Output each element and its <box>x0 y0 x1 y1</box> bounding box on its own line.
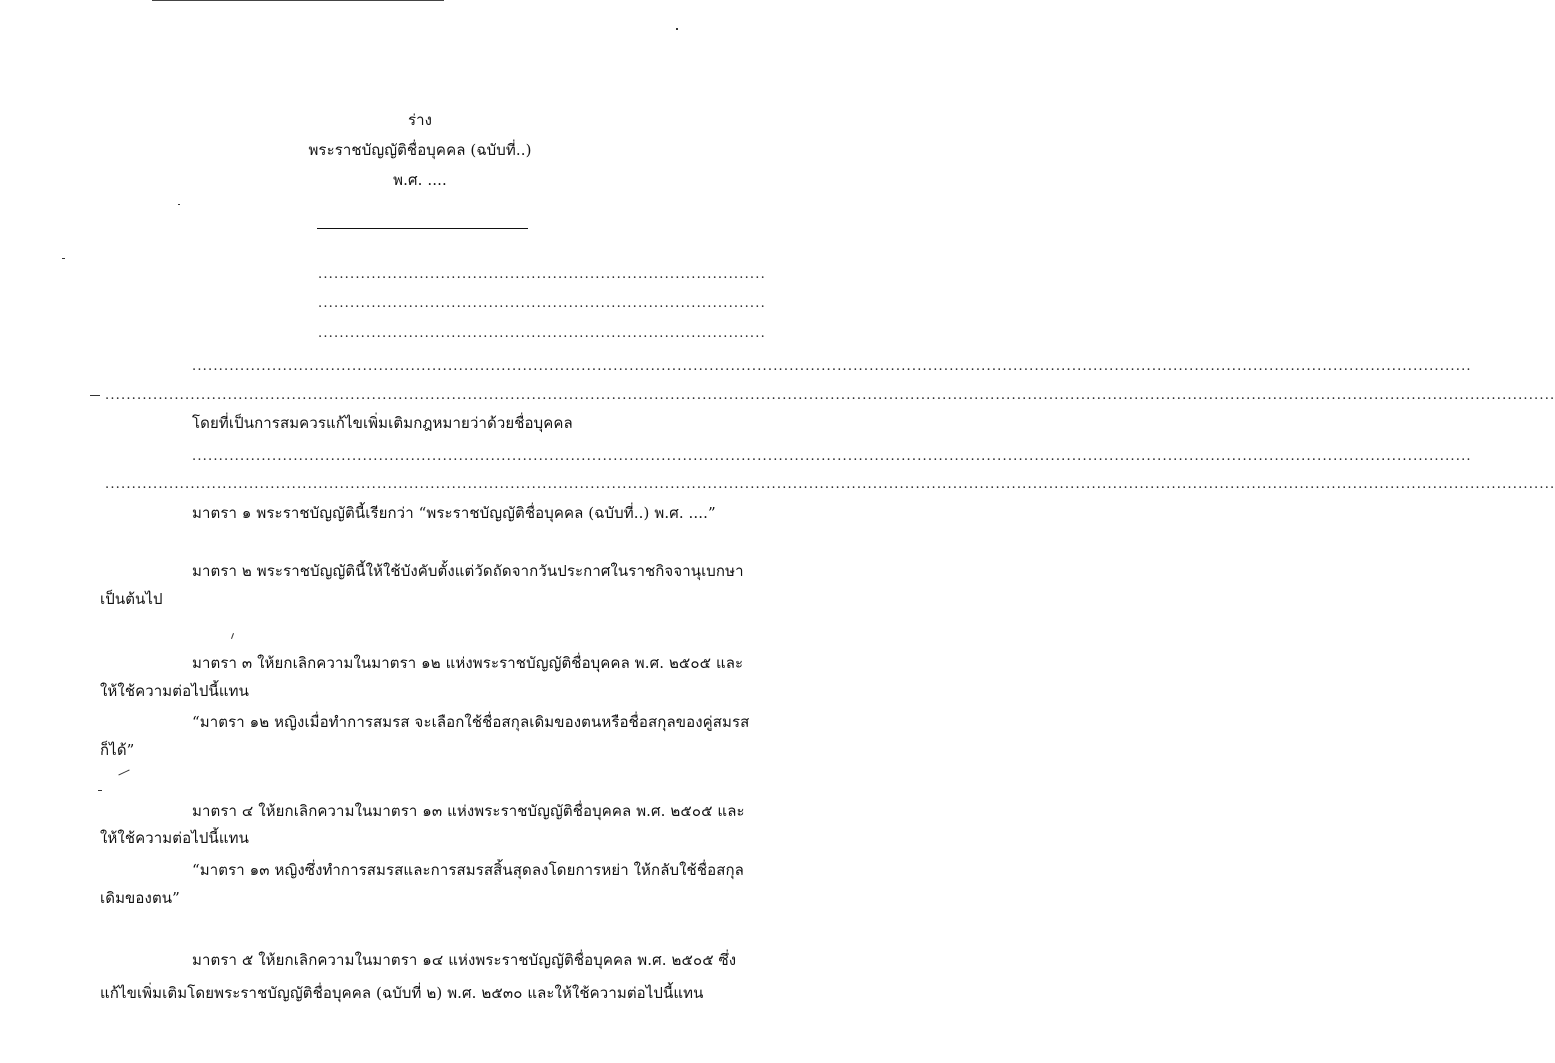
section-1: มาตรา ๑ พระราชบัญญัตินี้เรียกว่า “พระราชบัญญัติชื่อบุคคล (ฉบับที่..) พ.ศ. ....” <box>192 504 716 522</box>
scan-speck <box>98 790 102 791</box>
title-rule <box>317 228 528 229</box>
act-title: พระราชบัญญัติชื่อบุคคล (ฉบับที่..) <box>308 141 532 159</box>
scan-speck <box>118 770 129 776</box>
section-4-quote-line-1: “มาตรา ๑๓ หญิงซึ่งทำการสมรสและการสมรสสิ้นสุดลงโดยการหย่า ให้กลับใช้ชื่อสกุล <box>192 861 744 879</box>
section-4-line-2: ให้ใช้ความต่อไปนี้แทน <box>100 829 249 847</box>
section-3-quote-line-2: ก็ได้” <box>100 741 135 759</box>
blank-line: ................................................................................................................................................................................................................................................................................ <box>105 388 1555 403</box>
blank-line: .................................................................................... <box>318 326 766 341</box>
section-2-line-1: มาตรา ๒ พระราชบัญญัตินี้ให้ใช้บังคับตั้งแต่วัดถัดจากวันประกาศในราชกิจจานุเบกษา <box>192 562 744 580</box>
section-3-quote-line-1: “มาตรา ๑๒ หญิงเมื่อทำการสมรส จะเลือกใช้ชื่อสกุลเดิมของตนหรือชื่อสกุลของคู่สมรส <box>192 713 750 731</box>
section-5-line-1: มาตรา ๕ ให้ยกเลิกความในมาตรา ๑๔ แห่งพระราชบัญญัติชื่อบุคคล พ.ศ. ๒๕๐๕ ซึ่ง <box>192 951 737 969</box>
year-line: พ.ศ. .... <box>393 171 447 189</box>
scan-speck <box>62 258 65 259</box>
section-2-line-2: เป็นต้นไป <box>100 590 163 608</box>
section-4-line-1: มาตรา ๔ ให้ยกเลิกความในมาตรา ๑๓ แห่งพระราชบัญญัติชื่อบุคคล พ.ศ. ๒๕๐๕ และ <box>192 802 745 820</box>
blank-line: .................................................................................... <box>318 296 766 311</box>
top-edge-line <box>152 0 444 1</box>
scan-speck <box>90 395 100 396</box>
section-4-quote-line-2: เดิมของตน” <box>100 889 180 907</box>
scan-speck <box>178 204 180 205</box>
blank-line: .................................................................................... <box>318 267 766 282</box>
section-3-line-2: ให้ใช้ความต่อไปนี้แทน <box>100 682 249 700</box>
blank-line: ................................................................................................................................................................................................................................................ <box>192 449 1472 464</box>
section-5-line-2: แก้ไขเพิ่มเติมโดยพระราชบัญญัติชื่อบุคคล (ฉบับที่ ๒) พ.ศ. ๒๕๓๐ และให้ใช้ความต่อไปนี้แทน <box>100 984 704 1002</box>
draft-label: ร่าง <box>407 111 433 129</box>
blank-line: ................................................................................................................................................................................................................................................ <box>192 359 1472 374</box>
section-3-line-1: มาตรา ๓ ให้ยกเลิกความในมาตรา ๑๒ แห่งพระราชบัญญัติชื่อบุคคล พ.ศ. ๒๕๐๕ และ <box>192 654 744 672</box>
scan-speck <box>676 28 678 30</box>
blank-line: ................................................................................................................................................................................................................................................................................ <box>105 477 1555 492</box>
scan-speck <box>231 633 234 639</box>
preamble-reason: โดยที่เป็นการสมควรแก้ไขเพิ่มเติมกฎหมายว่าด้วยชื่อบุคคล <box>192 414 573 432</box>
